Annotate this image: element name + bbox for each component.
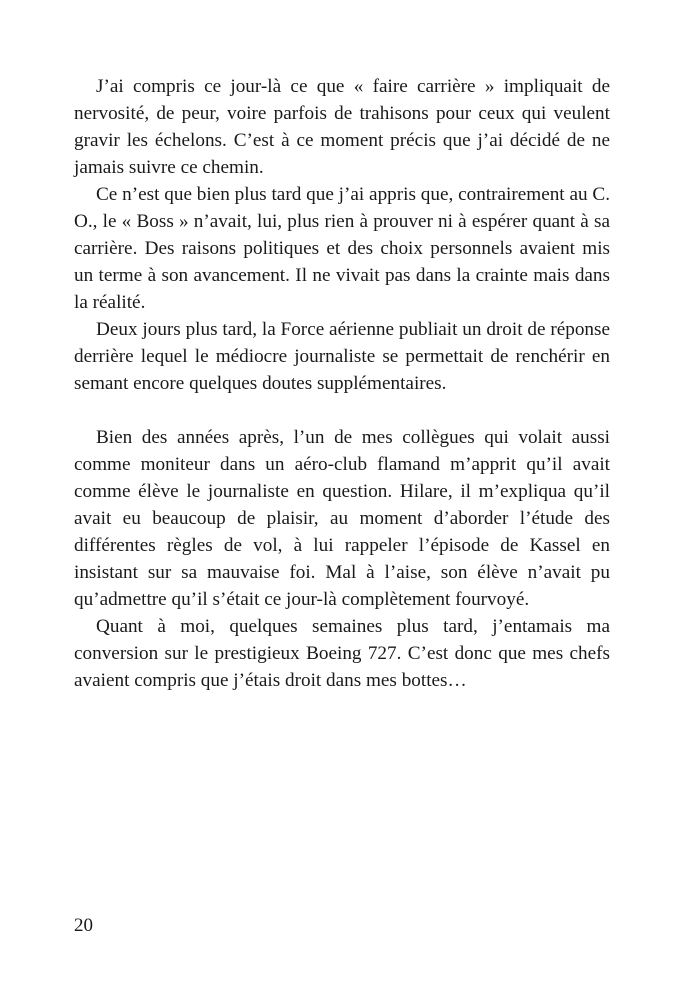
paragraph: Deux jours plus tard, la Force aérienne publiait un droit de réponse derrière lequel le médiocre journaliste se permettait de renchérir en semant encore quelques doutes supplémentaires.: [74, 319, 610, 394]
page-number: 20: [74, 915, 93, 936]
section-break: [74, 397, 610, 424]
paragraph: J’ai compris ce jour-là ce que « faire carrière » impliquait de nervosité, de peur, voire parfois de trahisons pour ceux qui veulent gravir les échelons. C’est à ce moment précis que j’ai décidé de ne jamais suivre ce chemin.: [74, 76, 610, 178]
paragraph: Quant à moi, quelques semaines plus tard, j’entamais ma conversion sur le prestigieux Boeing 727. C’est donc que mes chefs avaient compris que j’étais droit dans mes bottes…: [74, 616, 610, 691]
page-body: [74, 73, 610, 694]
paragraph: Bien des années après, l’un de mes collègues qui volait aussi comme moniteur dans un aéro-club flamand m’apprit qu’il avait comme élève le journaliste en question. Hilare, il m’expliqua qu’il avait eu beaucoup de plaisir, au moment d’aborder l’étude des différentes règles de vol, à lui rappeler l’épisode de Kassel en insistant sur sa mauvaise foi. Mal à l’aise, son élève n’avait pu qu’admettre qu’il s’était ce jour-là complètement fourvoyé.: [74, 427, 610, 610]
paragraph: Ce n’est que bien plus tard que j’ai appris que, contrairement au C. O., le « Boss » n’avait, lui, plus rien à prouver ni à espérer quant à sa carrière. Des raisons politiques et des choix personnels avaient mis un terme à son avancement. Il ne vivait pas dans la crainte mais dans la réalité.: [74, 184, 610, 313]
